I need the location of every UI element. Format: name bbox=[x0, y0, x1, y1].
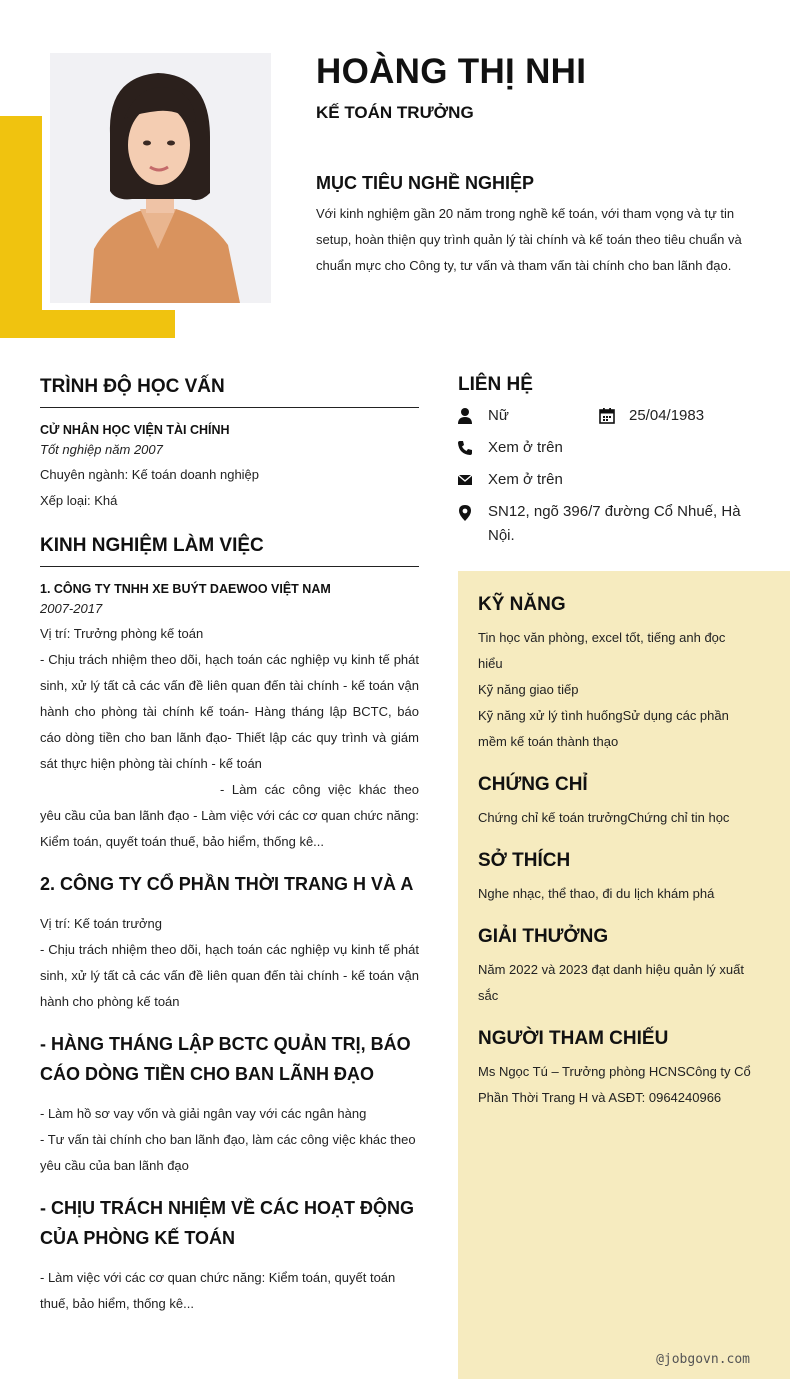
calendar-icon bbox=[598, 407, 616, 425]
job1-description-2: - Làm các công việc khác theo yêu cầu của ban lãnh đạo - Làm việc với các cơ quan chức năng: Kiểm toán, quyết toán thuế, bảo hiểm, thống kê... bbox=[40, 782, 419, 849]
contact-birthday: 25/04/1983 bbox=[629, 407, 705, 424]
contact-phone: Xem ở trên bbox=[488, 439, 563, 456]
task-heading-accounting-dept: - CHỊU TRÁCH NHIỆM VỀ CÁC HOẠT ĐỘNG CỦA PHÒNG KẾ TOÁN bbox=[40, 1198, 414, 1248]
education-major: Chuyên ngành: Kế toán doanh nghiệp bbox=[40, 467, 260, 482]
objective-heading: MỤC TIÊU NGHỀ NGHIỆP bbox=[316, 173, 535, 193]
task-authorities: - Làm việc với các cơ quan chức năng: Kiểm toán, quyết toán thuế, bảo hiểm, thống kê... bbox=[40, 1270, 396, 1311]
candidate-job-title: KẾ TOÁN TRƯỞNG bbox=[316, 103, 474, 122]
awards-text: Năm 2022 và 2023 đạt danh hiệu quản lý xuất sắc bbox=[478, 962, 744, 1003]
education-rank: Xếp loại: Khá bbox=[40, 493, 118, 508]
references-text: Ms Ngọc Tú – Trưởng phòng HCNSCông ty Cổ Phần Thời Trang H và ASĐT: 0964240966 bbox=[478, 1064, 751, 1105]
profile-photo bbox=[50, 53, 271, 303]
job1-period: 2007-2017 bbox=[40, 601, 103, 616]
education-section bbox=[40, 376, 419, 514]
education-school: CỬ NHÂN HỌC VIỆN TÀI CHÍNH bbox=[40, 423, 230, 437]
certificates-heading: CHỨNG CHỈ bbox=[478, 774, 588, 795]
education-heading: TRÌNH ĐỘ HỌC VẤN bbox=[40, 376, 419, 408]
experience-heading: KINH NGHIỆM LÀM VIỆC bbox=[40, 535, 419, 567]
hobbies-text: Nghe nhạc, thể thao, đi du lịch khám phá bbox=[478, 886, 715, 901]
person-icon bbox=[456, 407, 474, 425]
location-pin-icon bbox=[456, 504, 474, 522]
job1-company: 1. CÔNG TY TNHH XE BUÝT DAEWOO VIỆT NAM bbox=[40, 582, 331, 596]
job2-company: 2. CÔNG TY CỔ PHẦN THỜI TRANG H VÀ A bbox=[40, 874, 414, 894]
experience-section bbox=[40, 535, 419, 1317]
phone-icon bbox=[456, 439, 474, 457]
skills-heading: KỸ NĂNG bbox=[478, 594, 566, 615]
contact-heading: LIÊN HỆ bbox=[458, 374, 533, 395]
task-heading-reporting: - HÀNG THÁNG LẬP BCTC QUẢN TRỊ, BÁO CÁO DÒNG TIỀN CHO BAN LÃNH ĐẠO bbox=[40, 1034, 411, 1084]
job2-position: Vị trí: Kế toán trưởng bbox=[40, 916, 163, 931]
skill-item-communication: Kỹ năng giao tiếp bbox=[478, 682, 579, 697]
contact-gender: Nữ bbox=[488, 407, 509, 424]
job1-description: - Chịu trách nhiệm theo dõi, hạch toán các nghiệp vụ kinh tế phát sinh, xử lý tất cả các vấn đề liên quan đến tài chính - kế toán vận hành cho phòng tài chính kế toán- Hàng tháng lập BCTC, báo cáo dòng tiền cho ban lãnh đạo- Thiết lập các quy trình và giám sát thực hiện phòng tài chính - kế toán bbox=[40, 652, 419, 771]
watermark: @jobgovn.com bbox=[656, 1352, 750, 1367]
certificates-text: Chứng chỉ kế toán trưởngChứng chỉ tin học bbox=[478, 810, 730, 825]
accent-bar-vertical bbox=[0, 116, 42, 338]
hobbies-heading: SỞ THÍCH bbox=[478, 850, 571, 871]
contact-address: SN12, ngõ 396/7 đường Cổ Nhuế, Hà Nội. bbox=[488, 503, 741, 544]
job2-description: - Chịu trách nhiệm theo dõi, hạch toán các nghiệp vụ kinh tế phát sinh, xử lý tất cả các vấn đề liên quan đến tài chính - kế toán vận hành cho phòng kế toán bbox=[40, 942, 419, 1009]
objective-text: Với kinh nghiệm gần 20 năm trong nghề kế toán, với tham vọng và tự tin setup, hoàn thiện quy trình quản lý tài chính và kế toán theo tiêu chuẩn và chuẩn mực cho Công ty, tư vấn và tham vấn tài chính cho ban lãnh đạo. bbox=[316, 206, 742, 273]
right-panel bbox=[458, 571, 790, 1379]
task-loans: - Làm hồ sơ vay vốn và giải ngân vay với các ngân hàng bbox=[40, 1106, 367, 1121]
contact-email: Xem ở trên bbox=[488, 471, 563, 488]
education-graduation: Tốt nghiệp năm 2007 bbox=[40, 442, 163, 457]
skill-item-software: Kỹ năng xử lý tình huốngSử dụng các phần mềm kế toán thành thạo bbox=[478, 708, 729, 749]
skill-item-office: Tin học văn phòng, excel tốt, tiếng anh đọc hiểu bbox=[478, 630, 726, 671]
references-heading: NGƯỜI THAM CHIẾU bbox=[478, 1028, 669, 1049]
awards-heading: GIẢI THƯỞNG bbox=[478, 926, 609, 947]
mail-icon bbox=[456, 471, 474, 489]
task-advisory: - Tư vấn tài chính cho ban lãnh đạo, làm các công việc khác theo yêu cầu của ban lãnh đạo bbox=[40, 1132, 416, 1173]
accent-bar-horizontal bbox=[0, 310, 175, 338]
job1-position: Vị trí: Trưởng phòng kế toán bbox=[40, 626, 204, 641]
candidate-name: HOÀNG THỊ NHI bbox=[316, 52, 587, 91]
